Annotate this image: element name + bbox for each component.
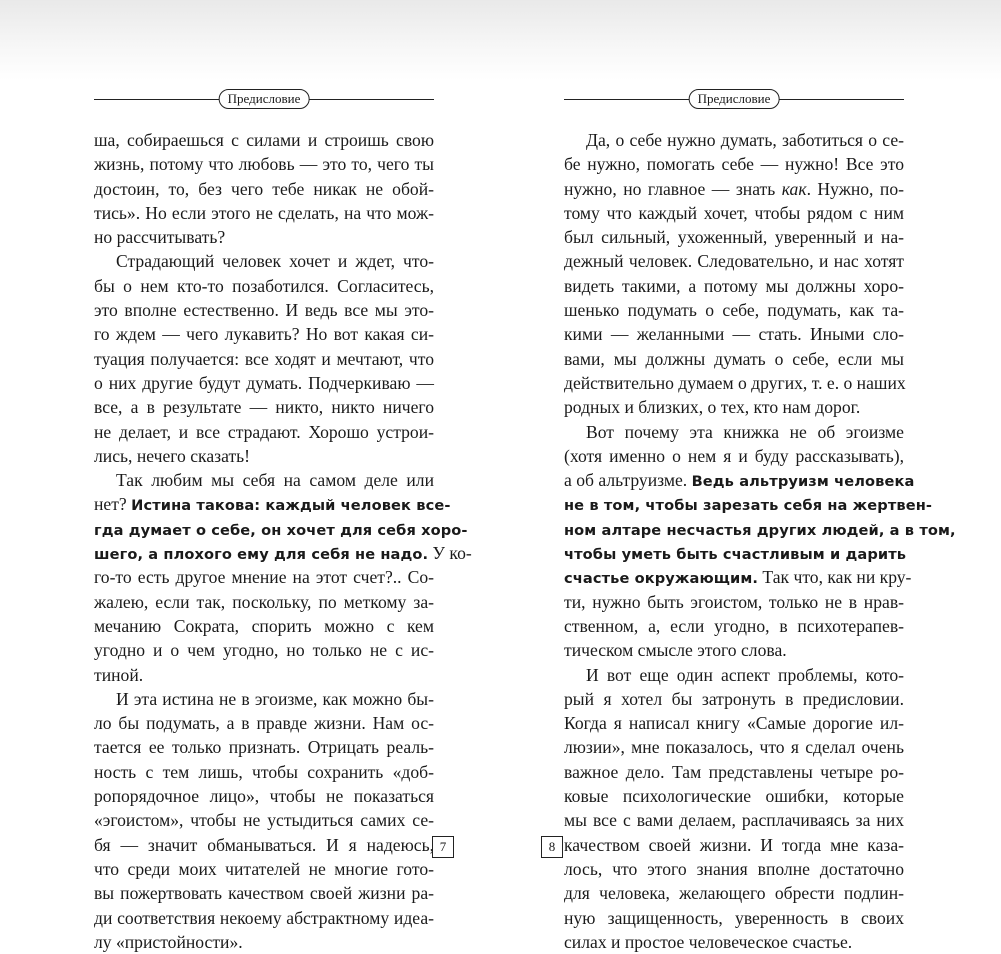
text-line: все, а в результате — никто, никто ничего — [94, 397, 434, 418]
text-line: вы пожертвовать качеством своей жизни ра- — [94, 883, 434, 904]
text-line: для человека, желающего обрести подлин- — [564, 883, 904, 904]
text-line — [564, 541, 907, 565]
text-line: (хотя именно о нем я и буду рассказывать), — [564, 445, 904, 466]
text-line: Когда я написал книгу «Самые дорогие ил- — [564, 713, 904, 734]
text-line: ственном, а, если угодно, в психотерапев- — [564, 615, 904, 636]
text-line: вами, мы должны думать о себе, если мы — [564, 348, 904, 369]
text-line: шенько подумать о себе, подумать, как та- — [564, 300, 904, 321]
text-line: ность с тем лишь, чтобы сохранить «доб- — [94, 761, 434, 782]
scan-top-shade — [0, 0, 1001, 80]
text-line: нужно, но главное — знать как. Нужно, по- — [564, 178, 904, 199]
text-line: ша, собираешься с силами и строишь свою — [94, 130, 434, 150]
header-label: Предисловие — [219, 89, 310, 109]
text-line — [94, 517, 468, 541]
text-line: качеством своей жизни. И тогда мне каза- — [564, 834, 904, 855]
text-line: но рассчитывать? — [94, 227, 226, 248]
bold-text: Истина такова: каждый человек все- — [131, 497, 451, 515]
text-line: это вполне естественно. И ведь все мы это- — [94, 300, 434, 321]
text-line: лось, что этого знания вполне достаточно — [564, 858, 904, 879]
text-line: тается ее только признать. Отрицать реаль- — [94, 737, 434, 758]
left-page — [94, 88, 472, 954]
text-line: мы все с вами делаем, расплачиваясь за них — [564, 810, 904, 831]
text-line: бы о нем кто-то позаботился. Согласитесь, — [94, 275, 434, 296]
text-line: ло бы подумать, а в правде жизни. Нам ос- — [94, 713, 434, 734]
text-line: Страдающий человек хочет и ждет, что- — [116, 251, 434, 272]
text-line: ти, нужно быть эгоистом, только не в нрав- — [564, 591, 904, 612]
text-line: дежный человек. Следовательно, и нас хотят — [564, 251, 904, 272]
text-line: туация получается: все ходят и мечтают, что — [94, 348, 434, 369]
right-page — [564, 88, 956, 954]
text-line: лись, нечего сказать! — [94, 445, 251, 466]
text-line: достоин, то, без чего тебе никак не обой- — [94, 178, 434, 199]
page-text — [564, 128, 956, 954]
text-line: тись». Но если этого не сделать, на что мож- — [94, 202, 434, 223]
text-line: го-то есть другое мнение на этот счет?.. Со- — [94, 567, 434, 588]
page-text — [94, 128, 472, 954]
page-number: 7 — [432, 836, 454, 858]
text-line: о них другие будут думать. Подчеркиваю — — [94, 372, 434, 393]
text-line: рый я хотел бы затронуть в предисловии. — [564, 688, 904, 709]
text-line: Вот почему эта книжка не об эгоизме — [586, 421, 904, 442]
bold-text: чтобы уметь быть счастливым и дарить — [564, 546, 907, 564]
text-line: Да, о себе нужно думать, заботиться о се- — [586, 130, 904, 150]
text-line: родных и близких, о тех, кто нам дорог. — [564, 397, 861, 418]
text-line: тическом смысле этого слова. — [564, 640, 787, 661]
text-line: жизнь, потому что любовь — это то, чего ты — [94, 154, 434, 175]
text-line: не делает, и все страдают. Хорошо устрои- — [94, 421, 434, 442]
italic-text: как — [781, 178, 807, 199]
text-line: лу «пристойности». — [94, 931, 243, 952]
bold-text: гда думает о себе, он хочет для себя хоро- — [94, 521, 468, 539]
text-line: что среди моих читателей не многие гото- — [94, 858, 434, 879]
text-line: ную защищенность, уверенность в своих — [564, 907, 904, 928]
text-line: жалею, если так, поскольку, по меткому за- — [94, 591, 434, 612]
text-line: Так любим мы себя на самом деле или — [116, 470, 434, 491]
text-line: люзии», мне показалось, что я сделал очень — [564, 737, 904, 758]
bold-text: счастье окружающим. — [564, 570, 759, 588]
text-line: бя — значит обманываться. И я надеюсь, — [94, 834, 434, 855]
text-line: действительно думаем о других, т. е. о наших — [564, 372, 906, 393]
text-line: кими — желанными — стать. Иными сло- — [564, 324, 904, 345]
text-line: угодно и о чем угодно, но только не с ис- — [94, 640, 434, 661]
text-line: ропорядочное лицо», чтобы не показаться — [94, 786, 434, 807]
header-label: Предисловие — [689, 89, 780, 109]
text-line: И вот еще один аспект проблемы, кото- — [586, 664, 904, 685]
text-line: бе нужно, помогать себе — нужно! Все это — [564, 154, 904, 175]
text-line: нет? Истина такова: каждый человек все- — [94, 494, 451, 515]
text-line — [564, 492, 933, 516]
page-number: 8 — [541, 836, 563, 858]
bold-text: не в том, чтобы зарезать себя на жертвен- — [564, 497, 933, 515]
text-line: ковые психологические ошибки, которые — [564, 786, 904, 807]
running-header — [564, 88, 904, 112]
text-line: важное дело. Там представлены четыре ро- — [564, 761, 904, 782]
text-line: счастье окружающим. Так что, как ни кру- — [564, 567, 912, 588]
text-line: мечанию Сократа, спорить можно с кем — [94, 615, 434, 636]
text-line: был сильный, ухоженный, уверенный и на- — [564, 227, 904, 248]
text-line: а об альтруизме. Ведь альтруизм человека — [564, 470, 915, 491]
bold-text: Ведь альтруизм человека — [691, 473, 915, 491]
text-line: И эта истина не в эгоизме, как можно бы- — [116, 688, 434, 709]
text-line: тому что каждый хочет, чтобы рядом с ним — [564, 202, 904, 223]
text-line: тиной. — [94, 664, 144, 685]
text-line: шего, а плохого ему для себя не надо. У ко- — [94, 543, 472, 564]
text-line: ди соответствия некоему абстрактному идеа- — [94, 907, 434, 928]
text-line: видеть такими, а потому мы должны хоро- — [564, 275, 904, 296]
running-header — [94, 88, 434, 112]
bold-text: шего, а плохого ему для себя не надо. — [94, 546, 429, 564]
text-line: силах и простое человеческое счастье. — [564, 931, 853, 952]
text-line — [564, 517, 956, 541]
text-line: го ждем — чего лукавить? Но вот какая си- — [94, 324, 434, 345]
text-line: «эгоистом», чтобы не устыдиться самих се- — [94, 810, 434, 831]
bold-text: ном алтаре несчастья других людей, а в том, — [564, 521, 956, 539]
